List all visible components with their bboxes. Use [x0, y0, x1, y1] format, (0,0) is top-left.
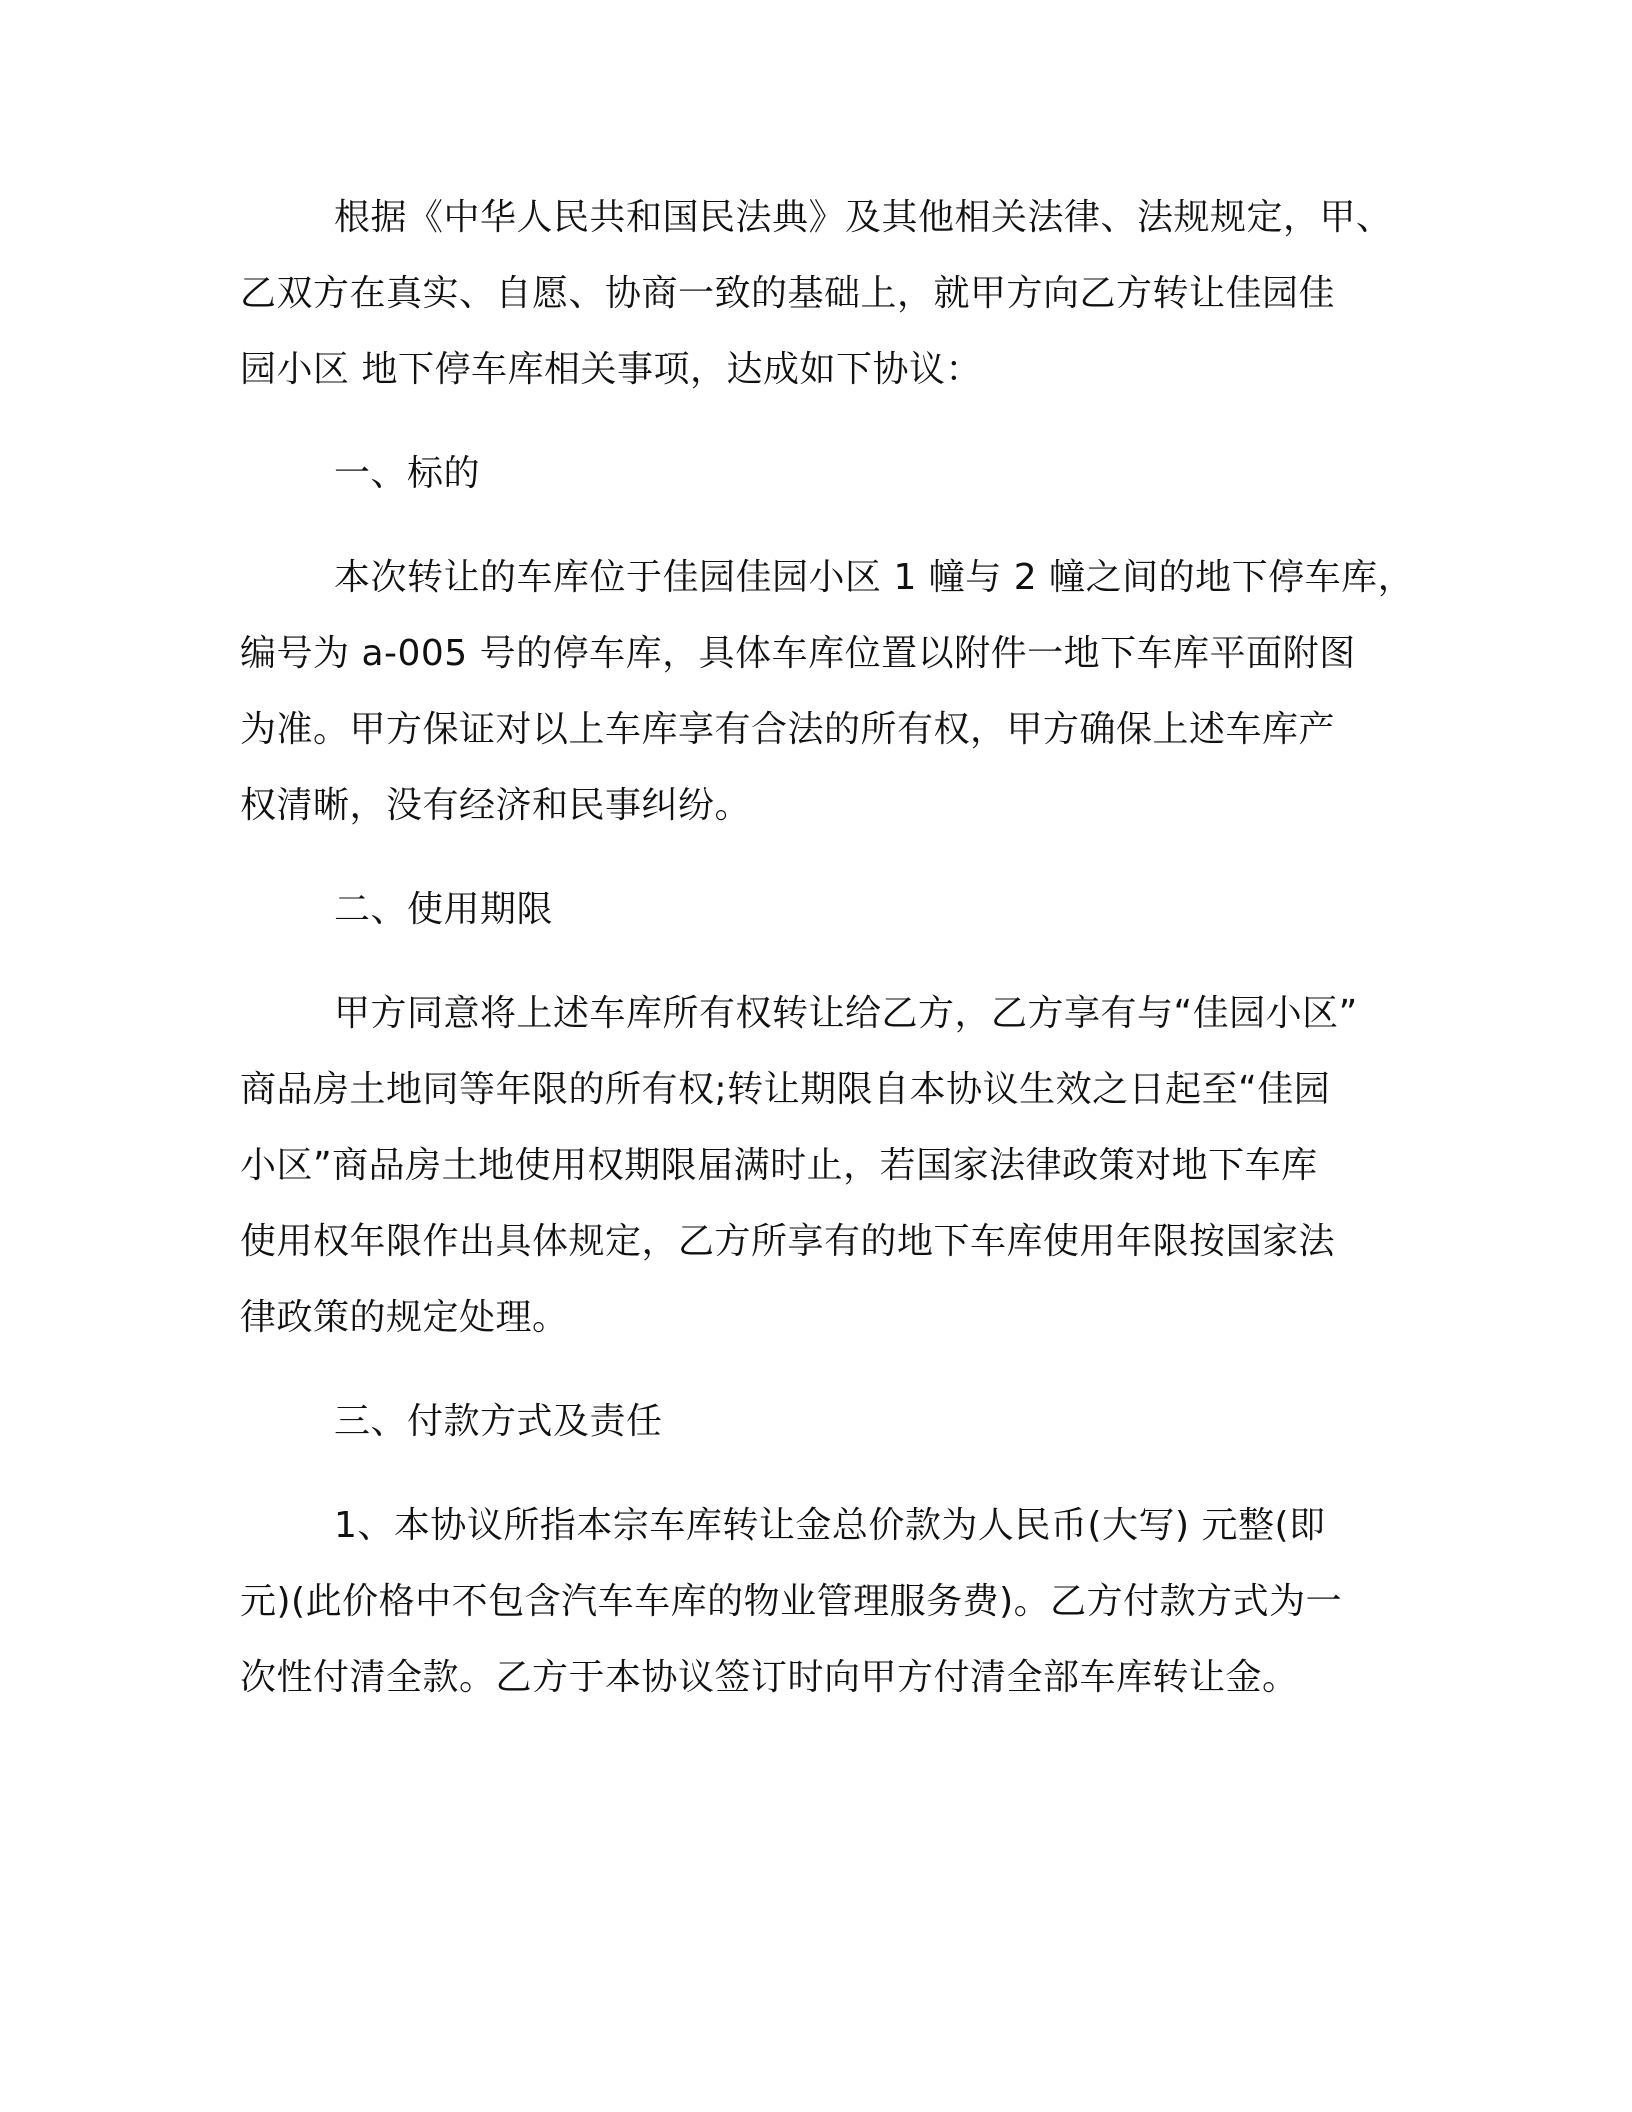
section-2-line-5: 律政策的规定处理。 [240, 1297, 569, 1338]
section-2-line-3: 小区”商品房土地使用权期限届满时止，若国家法律政策对地下车库 [240, 1145, 1318, 1186]
intro-line-3: 园小区 地下停车库相关事项，达成如下协议： [240, 349, 982, 390]
section-1-heading: 一、标的 [334, 453, 481, 494]
section-3-line-3: 次性付清全款。乙方于本协议签订时向甲方付清全部车库转让金。 [240, 1657, 1299, 1698]
section-2-line-4: 使用权年限作出具体规定，乙方所享有的地下车库使用年限按国家法 [240, 1221, 1336, 1262]
intro-line-2: 乙双方在真实、自愿、协商一致的基础上，就甲方向乙方转让佳园佳 [240, 273, 1336, 314]
section-3-line-1: 1、本协议所指本宗车库转让金总价款为人民币(大写) 元整(即 [334, 1505, 1326, 1546]
section-2-line-1: 甲方同意将上述车库所有权转让给乙方，乙方享有与“佳园小区” [334, 993, 1358, 1034]
section-3-heading: 三、付款方式及责任 [334, 1401, 663, 1442]
section-1-line-4: 权清晰，没有经济和民事纠纷。 [240, 785, 752, 826]
section-2-line-2: 商品房土地同等年限的所有权;转让期限自本协议生效之日起至“佳园 [240, 1069, 1331, 1110]
section-1-line-3: 为准。甲方保证对以上车库享有合法的所有权，甲方确保上述车库产 [240, 709, 1336, 750]
section-3-line-2: 元)(此价格中不包含汽车车库的物业管理服务费)。乙方付款方式为一 [240, 1581, 1343, 1622]
section-1-line-2: 编号为 a-005 号的停车库，具体车库位置以附件一地下车库平面附图 [240, 633, 1356, 674]
section-2-heading: 二、使用期限 [334, 889, 554, 930]
section-1-line-1: 本次转让的车库位于佳园佳园小区 1 幢与 2 幢之间的地下停车库， [334, 557, 1415, 598]
intro-line-1: 根据《中华人民共和国民法典》及其他相关法律、法规规定，甲、 [334, 197, 1393, 238]
